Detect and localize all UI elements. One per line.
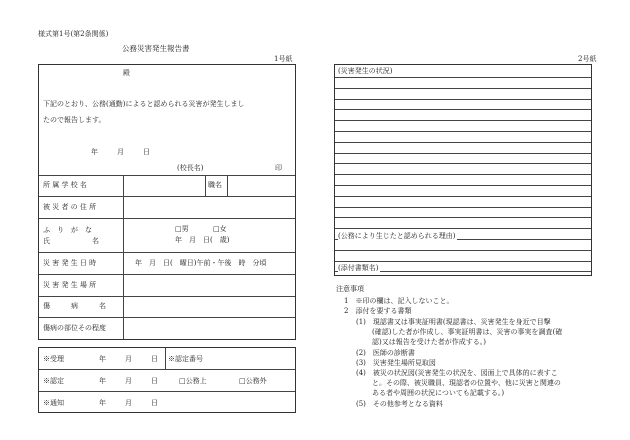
note-line: (5) その他参考となる資料 <box>356 400 443 408</box>
principal-name-label: (校長名) <box>177 164 204 172</box>
received-label: ※受理 <box>43 355 64 363</box>
report-form-sheet1 <box>38 64 296 340</box>
incident-datetime-value: 年 月 日( 曜日)午前・午後 時 分頃 <box>135 259 267 267</box>
date-day: 日 <box>143 148 150 156</box>
body-line-1: 下記のとおり、公務(通勤)によると認められる災害が発生しまし <box>43 100 245 108</box>
ruled-line <box>335 261 591 262</box>
victim-name-label: 氏 名 <box>43 237 99 245</box>
note-line: ある者や周囲の状況についても記載する。) <box>372 389 505 397</box>
notified-month: 月 <box>125 399 132 407</box>
certified-label: ※認定 <box>43 377 64 385</box>
certified-day: 日 <box>151 377 158 385</box>
received-month: 月 <box>125 355 132 363</box>
ruled-line <box>335 228 591 229</box>
female-checkbox[interactable]: □女 <box>213 225 227 233</box>
received-day: 日 <box>151 355 158 363</box>
note-line: 1 ※印の欄は、記入しないこと。 <box>344 297 454 305</box>
birth-date-label: 年 月 日( 歳) <box>175 236 230 244</box>
injury-detail-label: 傷病の部位その程度 <box>43 324 106 332</box>
job-title-label: 職名 <box>208 181 222 189</box>
date-month: 月 <box>117 148 124 156</box>
ruled-line <box>335 120 591 121</box>
date-year: 年 <box>91 148 98 156</box>
note-line: 2 添付を要する書類 <box>344 307 412 315</box>
ruled-line <box>335 217 591 218</box>
disease-name-label: 傷 病 名 <box>43 302 106 310</box>
ruled-line <box>335 88 591 89</box>
notes-title: 注意事項 <box>336 285 364 293</box>
incident-datetime-label: 災 害 発 生 日 時 <box>43 259 97 267</box>
notified-year: 年 <box>99 399 106 407</box>
public-duty-checkbox[interactable]: □公務上 <box>179 377 207 385</box>
cert-number-label: ※認定番号 <box>168 355 203 363</box>
ruled-line <box>335 131 591 132</box>
ruled-line <box>335 142 591 143</box>
ruled-line <box>335 185 591 186</box>
sheet2-label: 2号紙 <box>578 55 597 63</box>
male-checkbox[interactable]: □男 <box>175 225 189 233</box>
situation-heading: (災害発生の状況) <box>338 67 393 75</box>
sheet1-label: 1号紙 <box>274 55 293 63</box>
ruled-line <box>335 153 591 154</box>
notified-label: ※通知 <box>43 399 64 407</box>
certified-month: 月 <box>125 377 132 385</box>
ruled-line <box>335 77 591 78</box>
note-line: (2) 医師の診断書 <box>356 349 415 357</box>
ruled-line <box>335 163 591 164</box>
attachments-heading: (添付書類名) <box>338 264 379 272</box>
note-line: (確認)した者が作成し、事実証明書は、災害の事実を調査(確 <box>372 328 563 336</box>
victim-address-label: 被 災 者 の 住 所 <box>43 203 97 211</box>
ruled-line <box>335 99 591 100</box>
reason-heading: (公務により生じたと認められる理由) <box>338 232 456 240</box>
school-name-label: 所 属 学 校 名 <box>43 181 87 189</box>
notified-day: 日 <box>151 399 158 407</box>
incident-place-label: 災 害 発 生 場 所 <box>43 281 97 289</box>
ruled-line <box>335 250 591 251</box>
non-public-duty-checkbox[interactable]: □公務外 <box>239 377 267 385</box>
note-line: (4) 被災の状況図(災害発生の状況を、図面上で具体的に表すこ <box>356 369 558 377</box>
note-line: (3) 災害発生場所見取図 <box>356 359 436 367</box>
addressee-label: 殿 <box>123 69 130 77</box>
report-form-sheet2 <box>334 64 592 276</box>
note-line: と。その際、被災職員、現認者の位置や、他に災害と関連の <box>372 379 561 387</box>
note-line: (1) 現認書又は事実証明書(現認書は、災害発生を身近で目撃 <box>356 318 551 326</box>
furigana-label: ふ り が な <box>43 226 92 234</box>
note-line: 認)又は報告を受けた者が作成する。) <box>372 338 486 346</box>
official-use-box <box>38 347 296 413</box>
body-line-2: たので報告します。 <box>43 116 106 124</box>
ruled-line <box>335 207 591 208</box>
seal-mark: 印 <box>275 164 282 172</box>
ruled-line <box>335 174 591 175</box>
certified-year: 年 <box>99 377 106 385</box>
form-number: 様式第1号(第2条関係) <box>38 30 109 38</box>
ruled-line <box>335 196 591 197</box>
ruled-line <box>335 109 591 110</box>
document-title: 公務災害発生報告書 <box>122 44 190 53</box>
received-year: 年 <box>99 355 106 363</box>
